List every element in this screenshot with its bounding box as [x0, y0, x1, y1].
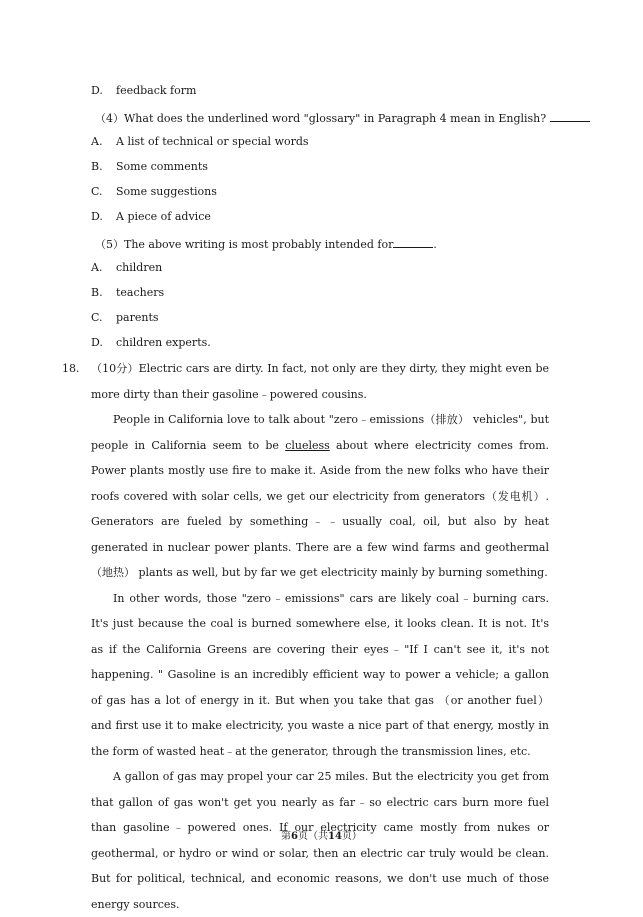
underlined-word: clueless	[285, 438, 330, 452]
q4-option-a	[91, 135, 309, 149]
option-letter: B.	[91, 160, 103, 173]
q4-prompt	[95, 110, 590, 126]
intro-paragraph: （10分）Electric cars are dirty. In fact, not only are they dirty, they might even be more dirty than their gasoline﹣powered cousins.	[91, 362, 549, 401]
p1-before: People in California love to talk about "zero﹣emissions（排放） vehicles", but people in California seem to be	[91, 413, 549, 452]
q5-prompt-end: .	[433, 238, 437, 251]
option-text: Some comments	[116, 160, 208, 173]
option-text: feedback form	[116, 84, 197, 97]
q3-option-d	[91, 84, 196, 98]
q5-option-c	[91, 311, 159, 325]
option-letter: B.	[91, 286, 103, 299]
option-letter: D.	[91, 84, 103, 97]
option-text: children experts.	[116, 336, 211, 349]
option-text: parents	[116, 311, 159, 324]
option-letter: D.	[91, 210, 103, 223]
q4-prompt-text: （4）What does the underlined word "glossary" in Paragraph 4 mean in English?	[95, 112, 547, 125]
answer-blank	[550, 110, 590, 122]
passage-paragraph-1	[91, 407, 549, 586]
footer-suffix: 页）	[341, 831, 362, 842]
p1-after: about where electricity comes from. Power plants mostly use fire to make it. Aside from the new folks who have their roofs covered with solar cells, we get our electricity from generators（发电机）. Generators are fueled by something﹣﹣usually coal, oil, but also by heat generated in nuclear power plants. There are a few wind farms and geothermal（地热） plants as well, but by far we get electricity mainly by burning something.	[91, 438, 550, 579]
option-letter: C.	[91, 311, 103, 324]
q18-intro	[91, 356, 549, 407]
passage-paragraph-3: A gallon of gas may propel your car 25 miles. But the electricity you get from that gallon of gas won't get you nearly as far﹣so electric cars burn more fuel than gasoline﹣powered ones. If our electricity came mostly from nukes or geothermal, or hydro or wind or solar, then an electric car truly would be clean. But for political, technical, and economic reasons, we don't use much of those energy sources.	[91, 770, 549, 911]
q5-prompt-text: （5）The above writing is most probably intended for	[95, 238, 394, 251]
option-letter: C.	[91, 185, 103, 198]
option-letter: D.	[91, 336, 103, 349]
option-text: A piece of advice	[116, 210, 211, 223]
option-letter: A.	[91, 135, 103, 148]
q5-prompt	[95, 236, 437, 252]
q5-option-a	[91, 261, 162, 275]
q4-option-c	[91, 185, 217, 199]
option-text: teachers	[116, 286, 165, 299]
footer-prefix: 第	[281, 831, 292, 842]
page-footer	[0, 830, 643, 843]
question-number: 18.	[62, 362, 80, 375]
q5-option-d	[91, 336, 211, 350]
footer-page-number: 6	[291, 831, 299, 842]
footer-middle: 页（共	[298, 831, 329, 842]
option-text: Some suggestions	[116, 185, 217, 198]
option-text: children	[116, 261, 163, 274]
q4-option-d	[91, 210, 211, 224]
q5-option-b	[91, 286, 164, 300]
option-letter: A.	[91, 261, 103, 274]
footer-total-pages: 14	[328, 831, 342, 842]
option-text: A list of technical or special words	[116, 135, 309, 148]
answer-blank	[393, 236, 433, 248]
q4-option-b	[91, 160, 208, 174]
passage-paragraph-2: In other words, those "zero﹣emissions" cars are likely coal﹣burning cars. It's just because the coal is burned somewhere else, it looks clean. It is not. It's as if the California Greens are covering their eyes﹣"If I can't see it, it's not happening. " Gasoline is an incredibly efficient way to power a vehicle; a gallon of gas has a lot of energy in it. But when you take that gas （or another fuel） and first use it to make electricity, you waste a nice part of that energy, mostly in the form of wasted heat﹣at the generator, through the transmission lines, etc.	[91, 591, 549, 758]
